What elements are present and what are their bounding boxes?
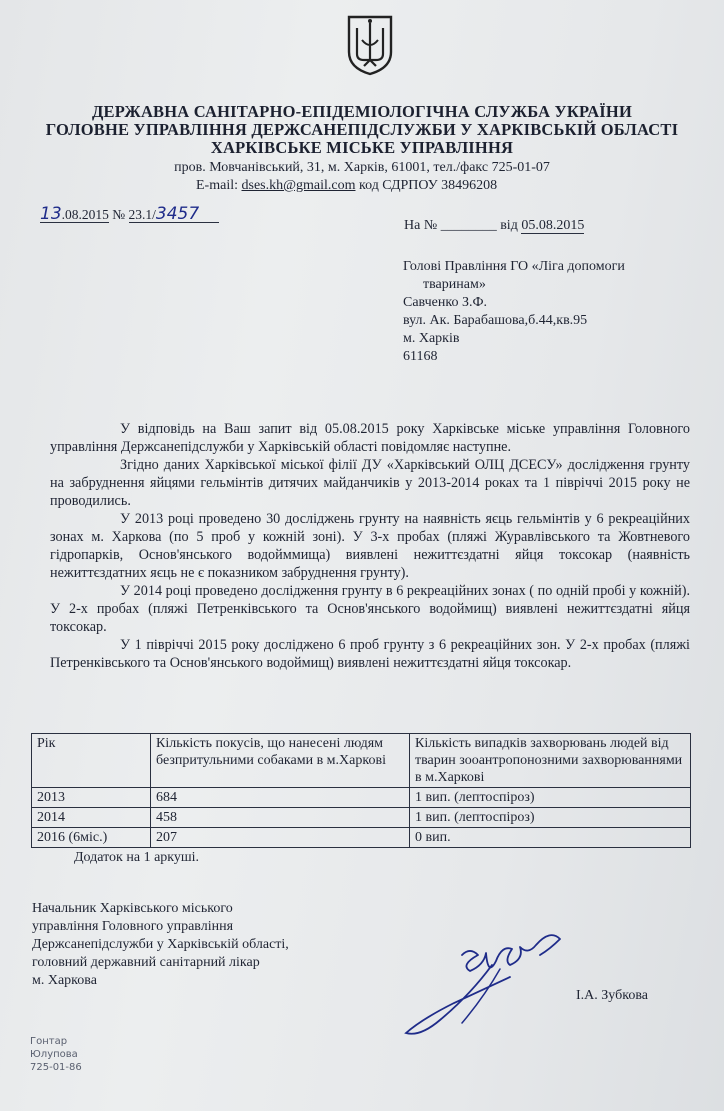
outgoing-number xyxy=(40,204,219,224)
signatory-line: Держсанепідслужби у Харківській області, xyxy=(32,937,289,952)
cell-cases: 1 вип. (лептоспіроз) xyxy=(410,808,691,828)
table-header-row xyxy=(32,734,691,788)
department-name: ГОЛОВНЕ УПРАВЛІННЯ ДЕРЖСАНЕПІДСЛУЖБИ У ХАРКІВСЬКІЙ ОБЛАСТІ xyxy=(45,120,679,139)
incoming-label: На № xyxy=(404,218,438,233)
executor-line: Юлупова xyxy=(30,1049,78,1060)
agency-name: ДЕРЖАВНА САНІТАРНО-ЕПІДЕМІОЛОГІЧНА СЛУЖБА УКРАЇНИ xyxy=(91,102,633,121)
cell-year: 2013 xyxy=(32,788,151,808)
letter-body xyxy=(50,420,690,672)
email-link[interactable]: dses.kh@gmail.com xyxy=(241,178,356,193)
table-row xyxy=(32,808,691,828)
table-row xyxy=(32,828,691,848)
body-paragraph: У 2014 році проведено дослідження грунту в 6 рекреаційних зонах ( по одній пробі у кожній). У 2-х пробах (пляжі Петренківського та Основ'янського водоймищ) виявлені нежиттєздатні яйця токсокар. xyxy=(50,583,690,635)
email-label: E-mail: xyxy=(196,178,238,193)
executor-block xyxy=(30,1035,82,1074)
edrpou-code: код СДРПОУ 38496208 xyxy=(359,178,498,193)
header-cases: Кількість випадків захворювань людей від тварин зооантропонозними захворюваннями в м.Харкові xyxy=(410,734,691,788)
incoming-reference xyxy=(404,218,584,234)
cell-year: 2014 xyxy=(32,808,151,828)
signatory-line: управління Головного управління xyxy=(32,919,234,934)
signatory-block xyxy=(32,900,289,990)
signatory-line: головний державний санітарний лікар xyxy=(32,955,260,970)
recipient-line: Голові Правління ГО «Ліга допомоги xyxy=(403,259,625,274)
incoming-date: 05.08.2015 xyxy=(521,218,585,233)
recipient-line: Савченко З.Ф. xyxy=(403,295,488,310)
signer-name: І.А. Зубкова xyxy=(576,988,648,1003)
executor-line: 725-01-86 xyxy=(30,1062,82,1073)
outgoing-day: 13 xyxy=(40,204,62,224)
incoming-from-label: від xyxy=(500,218,518,233)
cell-cases: 0 вип. xyxy=(410,828,691,848)
header-year: Рік xyxy=(32,734,151,788)
signatory-line: м. Харкова xyxy=(32,973,97,988)
outgoing-number-hand: 3457 xyxy=(155,204,200,224)
body-paragraph: У 2013 році проведено 30 досліджень грунту на наявність яєць гельмінтів у 6 рекреаційних зонах м. Харкова (по 5 проб у кожній зоні). У 3-х пробах (пляжі Журавлівського та Жовтневого гідропарків, Основ'янського водойммища) виявлені нежиттєздатні яйця токсокар (наявність нежиттєздатних яєць не є показником забруднення грунту). xyxy=(50,511,690,581)
email-line xyxy=(196,178,497,194)
cell-cases: 1 вип. (лептоспіроз) xyxy=(410,788,691,808)
body-paragraph: У 1 півріччі 2015 року досліджено 6 проб грунту з 6 рекреаційних зон. У 2-х пробах (пляжі Петренківського та Основ'янського водоймищ) виявлені нежиттєздатні яйця токсокар. xyxy=(50,637,690,671)
signatory-line: Начальник Харківського міського xyxy=(32,901,233,916)
recipient-line: тваринам» xyxy=(423,277,486,292)
body-paragraph: Згідно даних Харківської міської філії ДУ «Харківський ОЛЦ ДСЕСУ» дослідження грунту на забруднення яйцями гельмінтів дитячих майданчиків у 2013-2014 роках та 1 півріччі 2015 року не проводились. xyxy=(50,457,690,509)
cell-year: 2016 (6міс.) xyxy=(32,828,151,848)
outgoing-number-label: № xyxy=(112,207,126,222)
handwritten-signature xyxy=(400,925,570,1045)
outgoing-date: .08.2015 xyxy=(61,207,109,222)
recipient-line: вул. Ак. Барабашова,б.44,кв.95 xyxy=(403,313,588,328)
incoming-blank: ________ xyxy=(440,218,497,233)
recipient-line: 61168 xyxy=(403,349,438,364)
cell-bites: 684 xyxy=(151,788,410,808)
recipient-block xyxy=(403,258,703,366)
table-row xyxy=(32,788,691,808)
body-paragraph: У відповідь на Ваш запит від 05.08.2015 року Харківське міське управління Головного управління Держсанепідслужби у Харківській області повідомляє наступне. xyxy=(50,421,690,455)
statistics-table xyxy=(31,733,691,848)
city-office-name: ХАРКІВСЬКЕ МІСЬКЕ УПРАВЛІННЯ xyxy=(210,138,514,157)
recipient-line: м. Харків xyxy=(403,331,460,346)
cell-bites: 207 xyxy=(151,828,410,848)
executor-line: Гонтар xyxy=(30,1036,68,1047)
header-bites: Кількість покусів, що нанесені людям безпритульними собаками в м.Харкові xyxy=(151,734,410,788)
outgoing-number-printed: 23.1/ xyxy=(128,207,156,222)
coat-of-arms-icon xyxy=(346,14,394,76)
attachment-note: Додаток на 1 аркуші. xyxy=(74,850,200,865)
office-address: пров. Мовчанівський, 31, м. Харків, 61001, тел./факс 725-01-07 xyxy=(174,160,550,175)
cell-bites: 458 xyxy=(151,808,410,828)
